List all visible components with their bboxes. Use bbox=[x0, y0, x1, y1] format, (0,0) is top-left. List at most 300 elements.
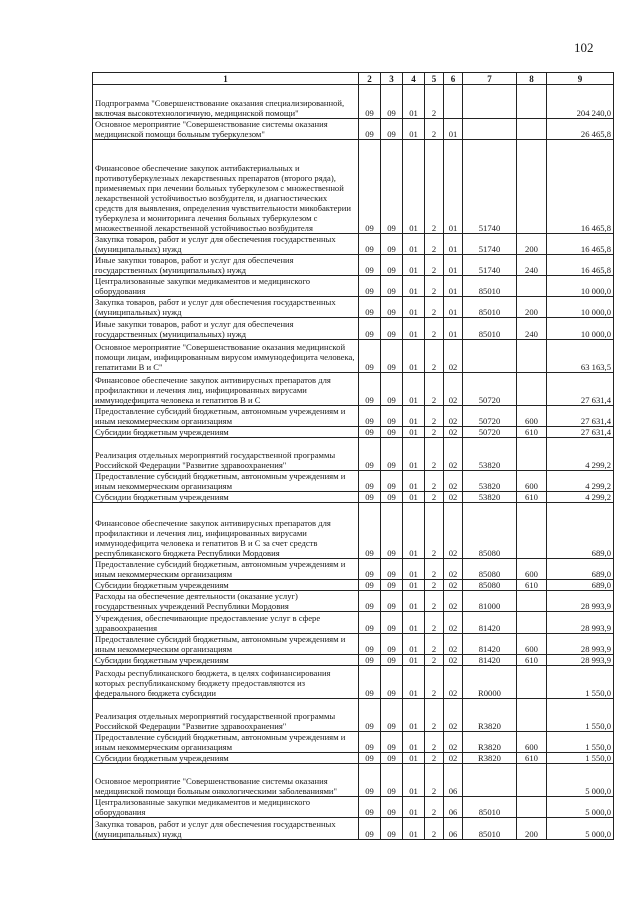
table-row bbox=[93, 140, 614, 234]
code-cell: 09 bbox=[381, 503, 403, 559]
code-cell: 2 bbox=[425, 818, 444, 840]
table-row bbox=[93, 119, 614, 140]
row-name-cell: Иные закупки товаров, работ и услуг для обеспечения государственных (муниципальных) нужд bbox=[93, 255, 359, 276]
code-cell: 2 bbox=[425, 559, 444, 580]
code-cell: 02 bbox=[444, 732, 463, 753]
table-row bbox=[93, 234, 614, 255]
code-cell: 09 bbox=[359, 85, 381, 119]
header-cell: 2 bbox=[359, 73, 381, 85]
header-cell: 8 bbox=[517, 73, 547, 85]
table-row bbox=[93, 427, 614, 438]
code-cell: 2 bbox=[425, 119, 444, 140]
code-cell: 2 bbox=[425, 234, 444, 255]
code-cell: R3820 bbox=[463, 732, 517, 753]
table-row bbox=[93, 492, 614, 503]
code-cell: 81420 bbox=[463, 655, 517, 666]
code-cell: 09 bbox=[381, 85, 403, 119]
code-cell: 600 bbox=[517, 559, 547, 580]
row-name-cell: Иные закупки товаров, работ и услуг для обеспечения государственных (муниципальных) нужд bbox=[93, 318, 359, 340]
row-name-cell: Централизованные закупки медикаментов и медицинского оборудования bbox=[93, 276, 359, 297]
code-cell: 01 bbox=[403, 732, 425, 753]
table-row bbox=[93, 471, 614, 492]
amount-cell: 10 000,0 bbox=[547, 297, 614, 318]
code-cell: 01 bbox=[403, 406, 425, 427]
code-cell: 01 bbox=[444, 140, 463, 234]
code-cell: 53820 bbox=[463, 471, 517, 492]
row-name-cell: Предоставление субсидий бюджетным, автономным учреждениям и иным некоммерческим организациям bbox=[93, 471, 359, 492]
code-cell: 09 bbox=[359, 318, 381, 340]
code-cell: 2 bbox=[425, 666, 444, 699]
row-name-cell: Финансовое обеспечение закупок антивирусных препаратов для профилактики и лечения лиц, инфицированных вирусами иммунодефицита человека и гепатитов В и С bbox=[93, 373, 359, 406]
code-cell: 01 bbox=[403, 764, 425, 797]
code-cell: 2 bbox=[425, 406, 444, 427]
code-cell: 85080 bbox=[463, 503, 517, 559]
amount-cell: 5 000,0 bbox=[547, 797, 614, 818]
code-cell bbox=[517, 612, 547, 634]
code-cell: 50720 bbox=[463, 373, 517, 406]
header-cell: 9 bbox=[547, 73, 614, 85]
table-row bbox=[93, 318, 614, 340]
header-cell: 1 bbox=[93, 73, 359, 85]
table-row bbox=[93, 406, 614, 427]
code-cell: 09 bbox=[381, 559, 403, 580]
code-cell: 2 bbox=[425, 255, 444, 276]
code-cell: 2 bbox=[425, 764, 444, 797]
row-name-cell: Предоставление субсидий бюджетным, автономным учреждениям и иным некоммерческим организациям bbox=[93, 406, 359, 427]
code-cell: 09 bbox=[359, 580, 381, 591]
amount-cell: 689,0 bbox=[547, 580, 614, 591]
code-cell: 01 bbox=[403, 471, 425, 492]
table-row bbox=[93, 797, 614, 818]
code-cell bbox=[463, 340, 517, 373]
code-cell bbox=[517, 591, 547, 612]
code-cell: 2 bbox=[425, 492, 444, 503]
code-cell: 02 bbox=[444, 492, 463, 503]
table-row bbox=[93, 732, 614, 753]
table-body bbox=[93, 85, 614, 840]
code-cell: 01 bbox=[444, 276, 463, 297]
code-cell bbox=[517, 764, 547, 797]
code-cell: 09 bbox=[381, 797, 403, 818]
code-cell: 01 bbox=[403, 318, 425, 340]
code-cell: 09 bbox=[381, 276, 403, 297]
code-cell: 09 bbox=[381, 471, 403, 492]
code-cell: 2 bbox=[425, 318, 444, 340]
table-row bbox=[93, 818, 614, 840]
code-cell: 610 bbox=[517, 580, 547, 591]
code-cell: 09 bbox=[359, 764, 381, 797]
code-cell: 09 bbox=[381, 406, 403, 427]
code-cell: 51740 bbox=[463, 255, 517, 276]
code-cell: R0000 bbox=[463, 666, 517, 699]
row-name-cell: Предоставление субсидий бюджетным, автономным учреждениям и иным некоммерческим организациям bbox=[93, 732, 359, 753]
code-cell: 85010 bbox=[463, 297, 517, 318]
amount-cell: 16 465,8 bbox=[547, 234, 614, 255]
code-cell: 09 bbox=[381, 591, 403, 612]
code-cell: 2 bbox=[425, 612, 444, 634]
code-cell: 09 bbox=[381, 318, 403, 340]
code-cell: 06 bbox=[444, 764, 463, 797]
code-cell: 53820 bbox=[463, 438, 517, 471]
code-cell bbox=[517, 119, 547, 140]
row-name-cell: Расходы республиканского бюджета, в целях софинансирования которых республиканскому бюджету предоставляются из федерального бюджета субсидии bbox=[93, 666, 359, 699]
header-cell: 7 bbox=[463, 73, 517, 85]
code-cell bbox=[517, 140, 547, 234]
row-name-cell: Централизованные закупки медикаментов и медицинского оборудования bbox=[93, 797, 359, 818]
code-cell: 09 bbox=[359, 438, 381, 471]
code-cell: 600 bbox=[517, 406, 547, 427]
code-cell: 240 bbox=[517, 255, 547, 276]
code-cell: R3820 bbox=[463, 753, 517, 764]
header-cell: 6 bbox=[444, 73, 463, 85]
code-cell: 09 bbox=[359, 559, 381, 580]
row-name-cell: Закупка товаров, работ и услуг для обеспечения государственных (муниципальных) нужд bbox=[93, 234, 359, 255]
amount-cell: 1 550,0 bbox=[547, 732, 614, 753]
code-cell: 50720 bbox=[463, 427, 517, 438]
code-cell: 06 bbox=[444, 797, 463, 818]
row-name-cell: Расходы на обеспечение деятельности (оказание услуг) государственных учреждений Республики Мордовия bbox=[93, 591, 359, 612]
code-cell: 09 bbox=[381, 818, 403, 840]
table-row bbox=[93, 699, 614, 732]
code-cell: 09 bbox=[359, 373, 381, 406]
code-cell: 200 bbox=[517, 297, 547, 318]
table-row bbox=[93, 655, 614, 666]
amount-cell: 10 000,0 bbox=[547, 318, 614, 340]
table-row bbox=[93, 276, 614, 297]
code-cell: 2 bbox=[425, 297, 444, 318]
code-cell: 2 bbox=[425, 634, 444, 655]
amount-cell: 27 631,4 bbox=[547, 427, 614, 438]
code-cell: 09 bbox=[381, 732, 403, 753]
code-cell: 01 bbox=[403, 666, 425, 699]
code-cell: 50720 bbox=[463, 406, 517, 427]
code-cell: 85010 bbox=[463, 276, 517, 297]
code-cell: 610 bbox=[517, 753, 547, 764]
code-cell: 02 bbox=[444, 427, 463, 438]
row-name-cell: Закупка товаров, работ и услуг для обеспечения государственных (муниципальных) нужд bbox=[93, 818, 359, 840]
code-cell: 2 bbox=[425, 373, 444, 406]
code-cell: 09 bbox=[359, 666, 381, 699]
code-cell: 01 bbox=[403, 297, 425, 318]
amount-cell: 5 000,0 bbox=[547, 764, 614, 797]
amount-cell: 4 299,2 bbox=[547, 438, 614, 471]
code-cell: 09 bbox=[359, 699, 381, 732]
amount-cell: 27 631,4 bbox=[547, 406, 614, 427]
code-cell: 85010 bbox=[463, 818, 517, 840]
row-name-cell: Основное мероприятие "Совершенствование системы оказания медицинской помощи больным туберкулезом" bbox=[93, 119, 359, 140]
table-row bbox=[93, 764, 614, 797]
code-cell: 610 bbox=[517, 492, 547, 503]
table-row bbox=[93, 580, 614, 591]
code-cell: 81420 bbox=[463, 612, 517, 634]
code-cell: 2 bbox=[425, 427, 444, 438]
code-cell: 01 bbox=[403, 753, 425, 764]
code-cell: 09 bbox=[381, 666, 403, 699]
code-cell: 09 bbox=[359, 503, 381, 559]
header-cell: 3 bbox=[381, 73, 403, 85]
code-cell: 01 bbox=[403, 427, 425, 438]
code-cell: 01 bbox=[403, 591, 425, 612]
code-cell bbox=[517, 666, 547, 699]
table-header-row bbox=[93, 73, 614, 85]
code-cell: 2 bbox=[425, 732, 444, 753]
code-cell bbox=[517, 276, 547, 297]
table-row bbox=[93, 340, 614, 373]
code-cell: 01 bbox=[444, 119, 463, 140]
code-cell: 02 bbox=[444, 591, 463, 612]
table-row bbox=[93, 503, 614, 559]
amount-cell: 5 000,0 bbox=[547, 818, 614, 840]
code-cell: 09 bbox=[359, 634, 381, 655]
code-cell: 09 bbox=[359, 340, 381, 373]
code-cell: 02 bbox=[444, 340, 463, 373]
code-cell: 01 bbox=[444, 318, 463, 340]
code-cell: 600 bbox=[517, 471, 547, 492]
code-cell: 09 bbox=[359, 427, 381, 438]
code-cell: 01 bbox=[403, 655, 425, 666]
table-row bbox=[93, 753, 614, 764]
budget-table bbox=[92, 72, 614, 840]
amount-cell: 1 550,0 bbox=[547, 699, 614, 732]
code-cell: 2 bbox=[425, 580, 444, 591]
row-name-cell: Реализация отдельных мероприятий государственной программы Российской Федерации "Развитие здравоохранения" bbox=[93, 438, 359, 471]
code-cell: 09 bbox=[359, 234, 381, 255]
row-name-cell: Субсидии бюджетным учреждениям bbox=[93, 655, 359, 666]
code-cell: 09 bbox=[381, 580, 403, 591]
amount-cell: 28 993,9 bbox=[547, 634, 614, 655]
code-cell: 01 bbox=[403, 492, 425, 503]
code-cell: 06 bbox=[444, 818, 463, 840]
amount-cell: 689,0 bbox=[547, 503, 614, 559]
code-cell: 02 bbox=[444, 753, 463, 764]
code-cell: 600 bbox=[517, 634, 547, 655]
code-cell: 02 bbox=[444, 471, 463, 492]
table-row bbox=[93, 85, 614, 119]
row-name-cell: Субсидии бюджетным учреждениям bbox=[93, 753, 359, 764]
code-cell: 600 bbox=[517, 732, 547, 753]
code-cell: 2 bbox=[425, 340, 444, 373]
code-cell: 09 bbox=[381, 340, 403, 373]
code-cell: 01 bbox=[403, 503, 425, 559]
table-row bbox=[93, 297, 614, 318]
code-cell: 85010 bbox=[463, 318, 517, 340]
code-cell: 09 bbox=[359, 471, 381, 492]
code-cell: 2 bbox=[425, 503, 444, 559]
table-row bbox=[93, 634, 614, 655]
code-cell: 2 bbox=[425, 655, 444, 666]
code-cell: 09 bbox=[359, 140, 381, 234]
code-cell: 09 bbox=[381, 753, 403, 764]
amount-cell: 4 299,2 bbox=[547, 471, 614, 492]
amount-cell: 1 550,0 bbox=[547, 666, 614, 699]
row-name-cell: Основное мероприятие "Совершенствование системы оказания медицинской помощи больным онкологическими заболеваниями" bbox=[93, 764, 359, 797]
row-name-cell: Субсидии бюджетным учреждениям bbox=[93, 427, 359, 438]
table-row bbox=[93, 612, 614, 634]
code-cell: 09 bbox=[381, 438, 403, 471]
row-name-cell: Предоставление субсидий бюджетным, автономным учреждениям и иным некоммерческим организациям bbox=[93, 559, 359, 580]
code-cell: 01 bbox=[403, 234, 425, 255]
amount-cell: 27 631,4 bbox=[547, 373, 614, 406]
code-cell: 01 bbox=[403, 818, 425, 840]
code-cell: 01 bbox=[444, 297, 463, 318]
row-name-cell: Субсидии бюджетным учреждениям bbox=[93, 580, 359, 591]
code-cell bbox=[463, 85, 517, 119]
code-cell bbox=[517, 699, 547, 732]
code-cell: 09 bbox=[359, 753, 381, 764]
amount-cell: 1 550,0 bbox=[547, 753, 614, 764]
code-cell: 09 bbox=[359, 797, 381, 818]
code-cell bbox=[517, 373, 547, 406]
code-cell: 01 bbox=[403, 797, 425, 818]
header-cell: 4 bbox=[403, 73, 425, 85]
code-cell bbox=[517, 797, 547, 818]
row-name-cell: Финансовое обеспечение закупок антибактериальных и противотуберкулезных лекарственных препаратов (второго ряда), применяемых при лечении больных туберкулезом с множественной лекарственной устойчивостью возбудителя, и диагностических средств для выявления, определения чувствительности микобактерии туберкулеза и мониторинга лечения больных туберкулезом с множественной лекарственной устойчивостью возбудителя bbox=[93, 140, 359, 234]
amount-cell: 10 000,0 bbox=[547, 276, 614, 297]
code-cell: 01 bbox=[403, 699, 425, 732]
code-cell: 02 bbox=[444, 666, 463, 699]
amount-cell: 28 993,9 bbox=[547, 591, 614, 612]
code-cell: 02 bbox=[444, 634, 463, 655]
code-cell: 01 bbox=[444, 255, 463, 276]
code-cell: 09 bbox=[381, 427, 403, 438]
code-cell: 02 bbox=[444, 373, 463, 406]
code-cell: 02 bbox=[444, 612, 463, 634]
code-cell: 01 bbox=[403, 276, 425, 297]
code-cell: 2 bbox=[425, 276, 444, 297]
code-cell: 09 bbox=[359, 591, 381, 612]
table-row bbox=[93, 255, 614, 276]
code-cell: 85010 bbox=[463, 797, 517, 818]
code-cell: 09 bbox=[359, 655, 381, 666]
code-cell: 09 bbox=[381, 764, 403, 797]
code-cell: 240 bbox=[517, 318, 547, 340]
code-cell: 09 bbox=[359, 406, 381, 427]
table-row bbox=[93, 373, 614, 406]
row-name-cell: Основное мероприятие "Совершенствование оказания медицинской помощи лицам, инфицированным вирусом иммунодефицита человека, гепатитами В и С" bbox=[93, 340, 359, 373]
code-cell: 2 bbox=[425, 438, 444, 471]
code-cell: 51740 bbox=[463, 234, 517, 255]
code-cell: 09 bbox=[381, 634, 403, 655]
code-cell: 09 bbox=[381, 255, 403, 276]
code-cell: R3820 bbox=[463, 699, 517, 732]
code-cell: 01 bbox=[403, 612, 425, 634]
code-cell bbox=[517, 85, 547, 119]
code-cell bbox=[517, 503, 547, 559]
code-cell bbox=[463, 119, 517, 140]
code-cell: 01 bbox=[403, 373, 425, 406]
code-cell: 09 bbox=[381, 612, 403, 634]
amount-cell: 63 163,5 bbox=[547, 340, 614, 373]
amount-cell: 16 465,8 bbox=[547, 140, 614, 234]
code-cell: 01 bbox=[403, 580, 425, 591]
table-row bbox=[93, 666, 614, 699]
code-cell: 81000 bbox=[463, 591, 517, 612]
code-cell: 01 bbox=[403, 634, 425, 655]
code-cell: 610 bbox=[517, 655, 547, 666]
code-cell: 09 bbox=[359, 297, 381, 318]
amount-cell: 26 465,8 bbox=[547, 119, 614, 140]
code-cell: 09 bbox=[359, 276, 381, 297]
code-cell: 2 bbox=[425, 591, 444, 612]
code-cell: 01 bbox=[444, 234, 463, 255]
code-cell bbox=[517, 438, 547, 471]
code-cell: 09 bbox=[381, 140, 403, 234]
code-cell: 09 bbox=[359, 818, 381, 840]
code-cell: 01 bbox=[403, 559, 425, 580]
code-cell: 2 bbox=[425, 753, 444, 764]
code-cell: 02 bbox=[444, 406, 463, 427]
amount-cell: 204 240,0 bbox=[547, 85, 614, 119]
code-cell: 01 bbox=[403, 140, 425, 234]
code-cell: 51740 bbox=[463, 140, 517, 234]
row-name-cell: Субсидии бюджетным учреждениям bbox=[93, 492, 359, 503]
code-cell: 02 bbox=[444, 559, 463, 580]
code-cell: 09 bbox=[359, 492, 381, 503]
code-cell: 09 bbox=[359, 119, 381, 140]
code-cell: 01 bbox=[403, 255, 425, 276]
code-cell: 09 bbox=[381, 234, 403, 255]
table-row bbox=[93, 591, 614, 612]
code-cell: 02 bbox=[444, 655, 463, 666]
row-name-cell: Реализация отдельных мероприятий государственной программы Российской Федерации "Развитие здравоохранения" bbox=[93, 699, 359, 732]
row-name-cell: Финансовое обеспечение закупок антивирусных препаратов для профилактики и лечения лиц, инфицированных вирусами иммунодефицита человека и гепатитов В и С за счет средств республиканского бюджета Республики Мордовия bbox=[93, 503, 359, 559]
page-number: 102 bbox=[574, 40, 594, 55]
code-cell: 02 bbox=[444, 699, 463, 732]
header-cell: 5 bbox=[425, 73, 444, 85]
code-cell bbox=[517, 340, 547, 373]
code-cell: 200 bbox=[517, 234, 547, 255]
code-cell: 01 bbox=[403, 340, 425, 373]
code-cell: 85080 bbox=[463, 559, 517, 580]
row-name-cell: Предоставление субсидий бюджетным, автономным учреждениям и иным некоммерческим организациям bbox=[93, 634, 359, 655]
code-cell: 610 bbox=[517, 427, 547, 438]
code-cell bbox=[444, 85, 463, 119]
amount-cell: 28 993,9 bbox=[547, 612, 614, 634]
code-cell: 02 bbox=[444, 438, 463, 471]
code-cell: 01 bbox=[403, 438, 425, 471]
code-cell: 01 bbox=[403, 119, 425, 140]
code-cell: 200 bbox=[517, 818, 547, 840]
code-cell: 81420 bbox=[463, 634, 517, 655]
code-cell: 09 bbox=[381, 655, 403, 666]
amount-cell: 4 299,2 bbox=[547, 492, 614, 503]
amount-cell: 28 993,9 bbox=[547, 655, 614, 666]
code-cell: 09 bbox=[359, 732, 381, 753]
code-cell: 2 bbox=[425, 471, 444, 492]
code-cell: 09 bbox=[359, 255, 381, 276]
code-cell: 2 bbox=[425, 85, 444, 119]
code-cell bbox=[463, 764, 517, 797]
code-cell: 85080 bbox=[463, 580, 517, 591]
code-cell: 53820 bbox=[463, 492, 517, 503]
amount-cell: 16 465,8 bbox=[547, 255, 614, 276]
code-cell: 09 bbox=[381, 699, 403, 732]
code-cell: 09 bbox=[359, 612, 381, 634]
row-name-cell: Закупка товаров, работ и услуг для обеспечения государственных (муниципальных) нужд bbox=[93, 297, 359, 318]
amount-cell: 689,0 bbox=[547, 559, 614, 580]
code-cell: 02 bbox=[444, 580, 463, 591]
code-cell: 2 bbox=[425, 699, 444, 732]
row-name-cell: Подпрограмма "Совершенствование оказания специализированной, включая высокотехнологичную, медицинской помощи" bbox=[93, 85, 359, 119]
code-cell: 02 bbox=[444, 503, 463, 559]
code-cell: 2 bbox=[425, 140, 444, 234]
table-row bbox=[93, 438, 614, 471]
row-name-cell: Учреждения, обеспечивающие предоставление услуг в сфере здравоохранения bbox=[93, 612, 359, 634]
code-cell: 09 bbox=[381, 492, 403, 503]
table-row bbox=[93, 559, 614, 580]
code-cell: 2 bbox=[425, 797, 444, 818]
code-cell: 09 bbox=[381, 119, 403, 140]
